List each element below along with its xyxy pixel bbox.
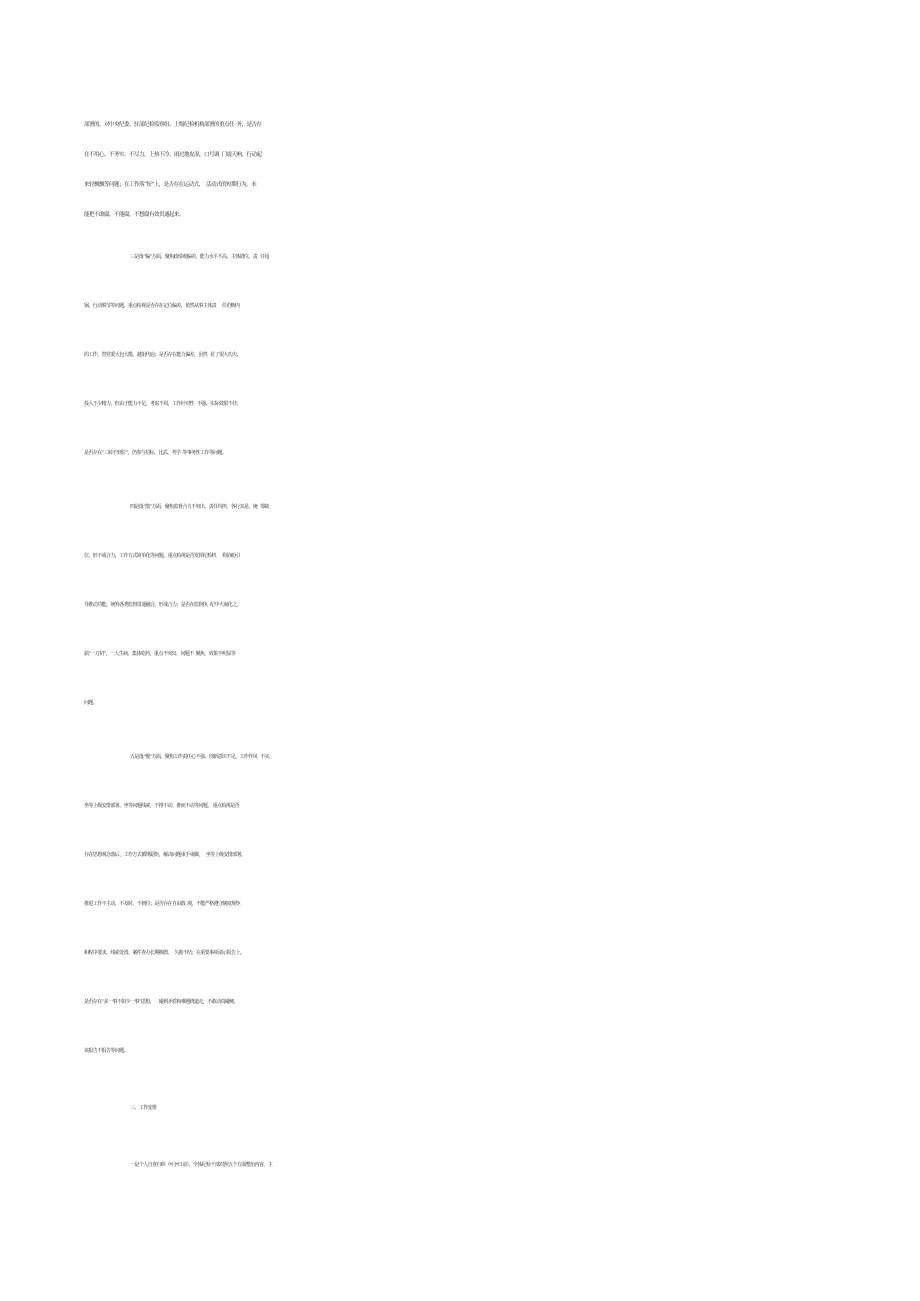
text-line: 存在思想观念落后，工作方式循规蹈矩，解决问题束手束脚， 坐等上级安排部署，: [84, 852, 246, 858]
heading-work-arrangement: 三、工作安排: [130, 1105, 157, 1111]
text-line: 来轻飘飘等问题；在工作落“短”上，是否存在运动式、 活动式的短期行为，未: [84, 182, 257, 188]
text-line: 该报告不报告等问题。: [84, 1048, 129, 1054]
text-line: 五是落“慢”方面。聚焦工作责任心不强、创新意识不足、工作作风 不实，: [130, 754, 274, 760]
text-line: 一是个人自查自纠（*月*日前）。全体纪检干部对照五个方面整治内容，主: [130, 1162, 273, 1168]
text-line: 是否存在“三转不到位”，仍参与招标、比武、考学 等事务性工作等问题。: [84, 450, 227, 456]
text-line: 推进工作不主动、不及时、不到位；是否存在自由散 漫，不能严格遵守制度规矩: [84, 901, 240, 907]
text-line: 三是落“偏”方面。聚焦政绩观偏差、能力水平不高、主体错位、责 任甩: [130, 254, 269, 260]
text-line: 能把不敢腐、不能腐、不想腐有效贯通起来。: [84, 212, 185, 218]
text-line: 投入不少精力，但由于能力不足、考虑不周，工作针对性 不强、实际效果不佳；: [84, 401, 241, 407]
text-line: 搞“一刀切”，一人生病、集体吃药，重点不突出、问题不 聚焦，效果不明显等: [84, 651, 236, 657]
text-line: 四是落“散”方面。聚焦监督合力不突出、责任均担、各行其是、统 筹缺: [130, 504, 269, 510]
text-line: 导推动功能，统筹各类监督贯通融合、形成合力；是否在监督执 纪中大而化之、: [84, 602, 241, 608]
text-line: 问题。: [84, 700, 98, 706]
text-line: 是否存在“多一事不如少一事”思想， 碰到矛盾和难题绕道走，不敢动真碰硬，: [84, 999, 239, 1005]
text-line: 坐等上级安排部署、坐等问题线索，不推不动、推而不动等问题。 重点检视是否: [84, 803, 239, 809]
text-line: 在不用心、不务实、不尽力，上热下冷、雨过地皮湿，口号调 门震天响、行动起: [84, 152, 262, 158]
text-line: 和程序要求，线索处置、案件查办长期搁置、 久拖不结；在重要事项请示报告上，: [84, 950, 245, 956]
text-line: 位，形不成合力，工作方式简单化等问题。重点检视是否发挥纪检机 构协助引: [84, 553, 240, 559]
text-line: 部署的，对中央纪委、驻部纪检监察组、上级纪检机构部署的重点任 务，是否存: [84, 122, 262, 128]
text-line: 的工作，替党委大包大揽、越俎代庖；是否存在能力偏差，虽然 花了很大功夫、: [84, 352, 241, 358]
text-line: 锅、行动脱节等问题。重点检视是否存在定位偏差，依然从事主体责 任范畴内: [84, 303, 240, 309]
